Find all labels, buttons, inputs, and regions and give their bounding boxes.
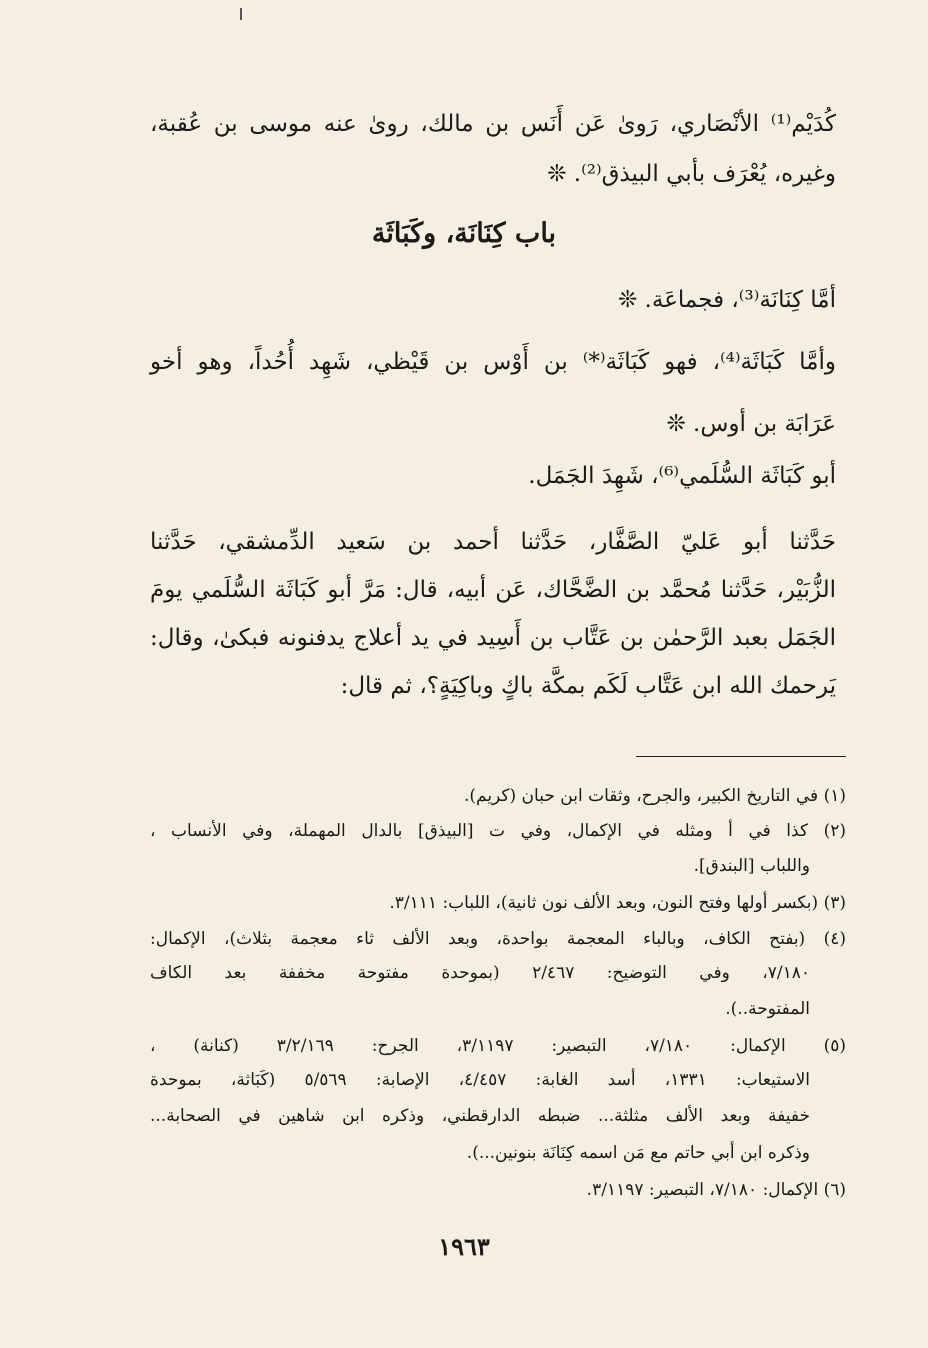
body-line: عَرَابَة بن أوس. ❊: [666, 411, 836, 437]
footnote: الاستيعاب: ١٣٣١، أسد الغابة: ٤/٤٥٧، الإصابة: ٥/٥٦٩ (كَبَاثة، بموحدة: [150, 1070, 810, 1090]
body-line: الجَمَل بعبد الرَّحمٰن بن عَتَّاب بن أَسِيد في يد أعلاج يدفنونه فبكىٰ، وقال:: [150, 625, 836, 651]
footnote: (٤) (بفتح الكاف، وبالباء المعجمة بواحدة، وبعد الألف ثاء معجمة بثلاث)، الإكمال:: [150, 929, 846, 949]
footnote: خفيفة وبعد الألف مثلثة... ضبطه الدارقطني، وذكره ابن شاهين في الصحابة...: [150, 1106, 810, 1126]
body-line: وغيره، يُعْرَف بأبي البيذق⁽²⁾. ❊: [547, 161, 836, 187]
footnote-divider: [636, 756, 846, 757]
body-line: كُدَيْم⁽¹⁾ الأنْصَاري، رَوىٰ عَن أَنَس بن مالك، روىٰ عنه موسى بن عُقبة،: [150, 111, 836, 137]
body-line: الزُّبَيْر، حَدَّثنا مُحمَّد بن الضَّحَّاك، عَن أبيه، قال: مَرَّ أبو كَبَاثَة السُّلَمي يومَ: [150, 577, 836, 603]
footnote: (٢) كذا في أ ومثله في الإكمال، وفي ت [البيذق] بالدال المهملة، وفي الأنساب ،: [150, 821, 846, 841]
body-line: أبو كَبَاثَة السُّلَمي⁽⁶⁾، شَهِدَ الجَمَل.: [528, 463, 836, 489]
body-line: حَدَّثنا أبو عَليّ الصَّفَّار، حَدَّثنا أحمد بن سَعيد الدِّمشقي، حَدَّثنا: [150, 529, 836, 555]
body-line: أمَّا كِنَانَة⁽³⁾، فجماعَة. ❊: [617, 287, 836, 313]
footnote: (١) في التاريخ الكبير، والجرح، وثقات ابن حبان (كريم).: [463, 786, 846, 806]
body-line: وأمَّا كَبَاثَة⁽⁴⁾، فهو كَبَاثَة⁽*⁾ بن أَوْس بن قَيْظي، شَهِد أُحُداً، وهو أخو: [150, 349, 836, 375]
section-heading: باب كِنَانَة، وكَبَاثَة: [371, 218, 557, 249]
print-speck: [240, 8, 242, 20]
footnote: (٦) الإكمال: ٧/١٨٠، التبصير: ٣/١١٩٧.: [586, 1180, 846, 1200]
footnote: وذكره ابن أبي حاتم مع مَن اسمه كِنَانَة بنونين...).: [466, 1143, 810, 1163]
body-line: يَرحمك الله ابن عَتَّاب لَكَم بمكَّة باكٍ وباكِيَةٍ؟، ثم قال:: [340, 673, 836, 699]
footnote: (٣) (بكسر أولها وفتح النون، وبعد الألف نون ثانية)، اللباب: ٣/١١١.: [389, 893, 846, 913]
footnote: واللباب [البندق].: [693, 856, 810, 876]
footnote: (٥) الإكمال: ٧/١٨٠، التبصير: ٣/١١٩٧، الجرح: ٣/٢/١٦٩ (كنانة) ،: [150, 1036, 846, 1056]
footnote: ٧/١٨٠، وفي التوضيح: ٢/٤٦٧ (بموحدة مفتوحة مخففة بعد الكاف: [150, 963, 810, 983]
page-number: ١٩٦٣: [438, 1232, 490, 1261]
footnote: المفتوحة..).: [725, 999, 810, 1019]
